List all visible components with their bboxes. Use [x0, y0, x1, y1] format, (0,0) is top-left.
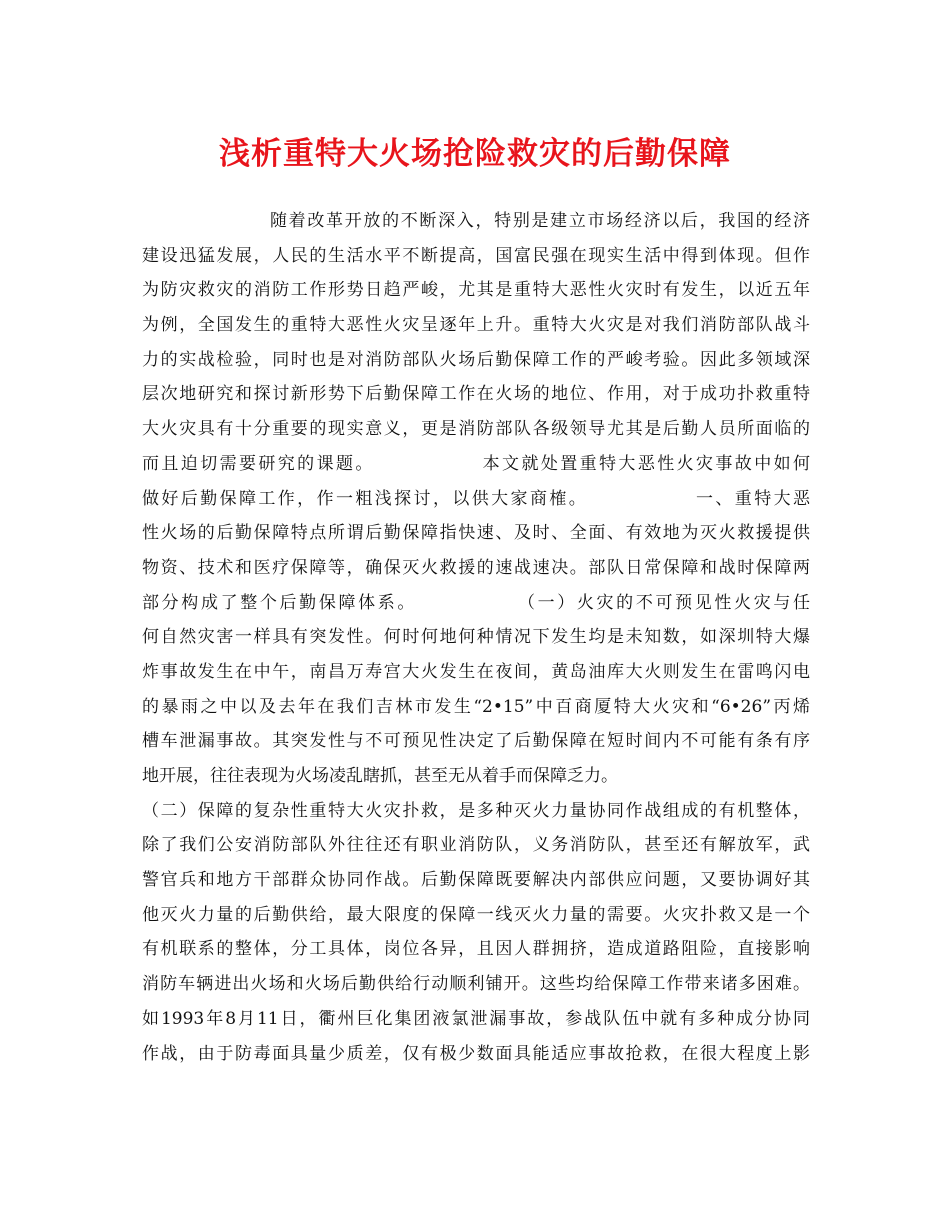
- body-line: 除了我们公安消防部队外往往还有职业消防队，义务消防队，甚至还有解放军，武: [142, 835, 810, 856]
- body-line: 槽车泄漏事故。其突发性与不可预见性决定了后勤保障在短时间内不可能有条有序: [142, 731, 810, 752]
- body-line: 物资、技术和医疗保障等，确保灭火救援的速战速决。部队日常保障和战时保障两: [142, 557, 810, 578]
- body-line: 作战，由于防毒面具量少质差，仅有极少数面具能适应事故抢救，在很大程度上影: [142, 1043, 810, 1064]
- body-line: 有机联系的整体，分工具体，岗位各异，且因人群拥挤，造成道路阻险，直接影响: [142, 939, 810, 960]
- body-line: 为防灾救灾的消防工作形势日趋严峻，尤其是重特大恶性火灾时有发生，以近五年: [142, 280, 810, 301]
- body-line: （二）保障的复杂性重特大火灾扑救，是多种灭火力量协同作战组成的有机整体，: [142, 800, 810, 821]
- body-line: 建设迅猛发展，人民的生活水平不断提高，国富民强在现实生活中得到体现。但作: [142, 245, 810, 266]
- body-line: 随着改革开放的不断深入，特别是建立市场经济以后，我国的经济: [270, 211, 810, 231]
- document-body: [142, 204, 810, 1071]
- body-line: 而且迫切需要研究的课题。 本文就处置重特大恶性火灾事故中如何: [142, 453, 810, 474]
- body-line: 如1993年8月11日，衢州巨化集团液氯泄漏事故，参战队伍中就有多种成分协同: [142, 1008, 810, 1029]
- body-line: 大火灾具有十分重要的现实意义，更是消防部队各级领导尤其是后勤人员所面临的: [142, 419, 810, 440]
- body-line: 消防车辆进出火场和火场后勤供给行动顺利铺开。这些均给保障工作带来诸多困难。: [142, 974, 810, 995]
- body-line: 警官兵和地方干部群众协同作战。后勤保障既要解决内部供应问题，又要协调好其: [142, 870, 810, 891]
- body-line: 部分构成了整个后勤保障体系。 （一）火灾的不可预见性火灾与任: [142, 592, 810, 613]
- body-line: 力的实战检验，同时也是对消防部队火场后勤保障工作的严峻考验。因此多领域深: [142, 349, 810, 370]
- body-line: 何自然灾害一样具有突发性。何时何地何种情况下发生均是未知数，如深圳特大爆: [142, 627, 810, 648]
- body-line: 性火场的后勤保障特点所谓后勤保障指快速、及时、全面、有效地为灭火救援提供: [142, 523, 810, 544]
- body-line: 他灭火力量的后勤供给，最大限度的保障一线灭火力量的需要。火灾扑救又是一个: [142, 904, 810, 925]
- body-line: 地开展，往往表现为火场凌乱瞎抓，甚至无从着手而保障乏力。: [142, 766, 618, 786]
- body-line: 层次地研究和探讨新形势下后勤保障工作在火场的地位、作用，对于成功扑救重特: [142, 384, 810, 405]
- body-line: 的暴雨之中以及去年在我们吉林市发生“2•15”中百商厦特大火灾和“6•26”丙烯: [142, 696, 810, 717]
- body-line: 做好后勤保障工作，作一粗浅探讨，以供大家商榷。 一、重特大恶: [142, 488, 810, 509]
- body-line: 炸事故发生在中午，南昌万寿宫大火发生在夜间，黄岛油库大火则发生在雷鸣闪电: [142, 661, 810, 682]
- body-line: 为例，全国发生的重特大恶性火灾呈逐年上升。重特大火灾是对我们消防部队战斗: [142, 315, 810, 336]
- document-title: 浅析重特大火场抢险救灾的后勤保障: [219, 136, 731, 172]
